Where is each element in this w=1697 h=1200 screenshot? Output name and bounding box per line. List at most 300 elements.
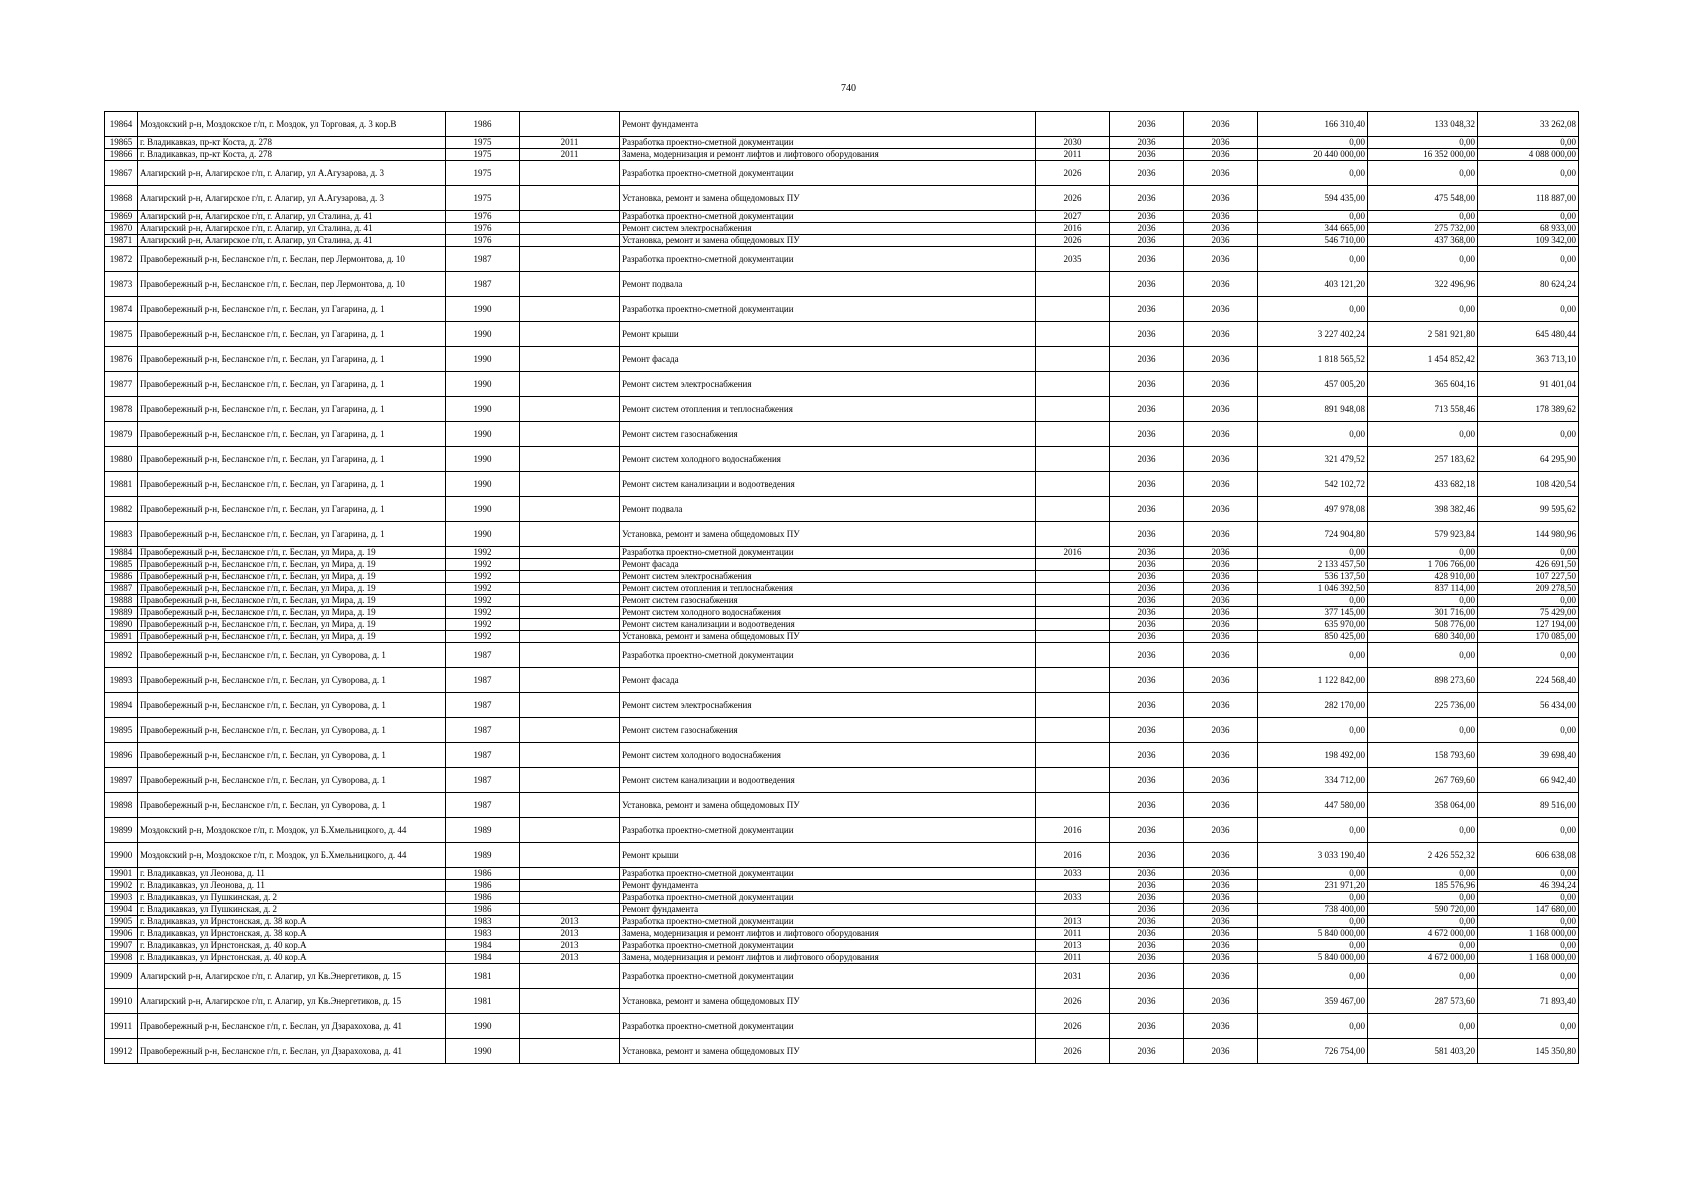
previous-repair-year-cell — [520, 868, 620, 880]
planned-year-cell: 2016 — [1036, 818, 1110, 843]
start-year-cell: 2036 — [1110, 211, 1184, 223]
commission-year-cell: 1992 — [446, 559, 520, 571]
previous-repair-year-cell — [520, 571, 620, 583]
owner-cost-cell: 426 691,50 — [1478, 559, 1579, 571]
commission-year-cell: 1990 — [446, 1014, 520, 1039]
planned-year-cell — [1036, 322, 1110, 347]
end-year-cell: 2036 — [1184, 952, 1258, 964]
fund-cost-cell: 590 720,00 — [1368, 904, 1478, 916]
row-number-cell: 19880 — [105, 447, 138, 472]
end-year-cell: 2036 — [1184, 497, 1258, 522]
fund-cost-cell: 0,00 — [1368, 964, 1478, 989]
previous-repair-year-cell — [520, 989, 620, 1014]
commission-year-cell: 1990 — [446, 372, 520, 397]
end-year-cell: 2036 — [1184, 693, 1258, 718]
previous-repair-year-cell — [520, 397, 620, 422]
planned-year-cell — [1036, 768, 1110, 793]
end-year-cell: 2036 — [1184, 916, 1258, 928]
end-year-cell: 2036 — [1184, 372, 1258, 397]
planned-year-cell — [1036, 559, 1110, 571]
commission-year-cell: 1975 — [446, 149, 520, 161]
commission-year-cell: 1987 — [446, 768, 520, 793]
end-year-cell: 2036 — [1184, 1039, 1258, 1064]
commission-year-cell: 1990 — [446, 397, 520, 422]
commission-year-cell: 1987 — [446, 272, 520, 297]
start-year-cell: 2036 — [1110, 916, 1184, 928]
row-number-cell: 19882 — [105, 497, 138, 522]
fund-cost-cell: 0,00 — [1368, 940, 1478, 952]
fund-cost-cell: 0,00 — [1368, 247, 1478, 272]
start-year-cell: 2036 — [1110, 112, 1184, 137]
end-year-cell: 2036 — [1184, 631, 1258, 643]
planned-year-cell — [1036, 447, 1110, 472]
owner-cost-cell: 107 227,50 — [1478, 571, 1579, 583]
table-row — [105, 928, 1579, 940]
table-row — [105, 583, 1579, 595]
previous-repair-year-cell — [520, 607, 620, 619]
start-year-cell: 2036 — [1110, 447, 1184, 472]
fund-cost-cell: 185 576,96 — [1368, 880, 1478, 892]
start-year-cell: 2036 — [1110, 223, 1184, 235]
start-year-cell: 2036 — [1110, 928, 1184, 940]
previous-repair-year-cell — [520, 235, 620, 247]
table-row — [105, 1039, 1579, 1064]
table-row — [105, 247, 1579, 272]
previous-repair-year-cell — [520, 880, 620, 892]
fund-cost-cell: 267 769,60 — [1368, 768, 1478, 793]
table-row — [105, 868, 1579, 880]
table-row — [105, 880, 1579, 892]
table-body — [105, 112, 1579, 1064]
fund-cost-cell: 358 064,00 — [1368, 793, 1478, 818]
row-number-cell: 19895 — [105, 718, 138, 743]
row-number-cell: 19908 — [105, 952, 138, 964]
work-type-cell: Ремонт крыши — [620, 322, 1036, 347]
end-year-cell: 2036 — [1184, 768, 1258, 793]
start-year-cell: 2036 — [1110, 422, 1184, 447]
end-year-cell: 2036 — [1184, 472, 1258, 497]
work-type-cell: Установка, ремонт и замена общедомовых ПУ — [620, 186, 1036, 211]
end-year-cell: 2036 — [1184, 137, 1258, 149]
owner-cost-cell: 144 980,96 — [1478, 522, 1579, 547]
row-number-cell: 19877 — [105, 372, 138, 397]
planned-year-cell: 2035 — [1036, 247, 1110, 272]
total-cost-cell: 457 005,20 — [1258, 372, 1368, 397]
total-cost-cell: 403 121,20 — [1258, 272, 1368, 297]
commission-year-cell: 1986 — [446, 868, 520, 880]
previous-repair-year-cell — [520, 297, 620, 322]
total-cost-cell: 198 492,00 — [1258, 743, 1368, 768]
work-type-cell: Разработка проектно-сметной документации — [620, 868, 1036, 880]
table-row — [105, 989, 1579, 1014]
previous-repair-year-cell — [520, 693, 620, 718]
work-type-cell: Ремонт фундамента — [620, 904, 1036, 916]
row-number-cell: 19867 — [105, 161, 138, 186]
planned-year-cell — [1036, 743, 1110, 768]
address-cell: Правобережный р-н, Бесланское г/п, г. Беслан, ул Суворова, д. 1 — [138, 718, 446, 743]
owner-cost-cell: 66 942,40 — [1478, 768, 1579, 793]
table-row — [105, 904, 1579, 916]
previous-repair-year-cell — [520, 559, 620, 571]
work-type-cell: Ремонт систем канализации и водоотведения — [620, 472, 1036, 497]
row-number-cell: 19887 — [105, 583, 138, 595]
total-cost-cell: 1 122 842,00 — [1258, 668, 1368, 693]
table-row — [105, 693, 1579, 718]
address-cell: Правобережный р-н, Бесланское г/п, г. Беслан, ул Гагарина, д. 1 — [138, 422, 446, 447]
address-cell: Правобережный р-н, Бесланское г/п, г. Беслан, ул Гагарина, д. 1 — [138, 322, 446, 347]
address-cell: Алагирский р-н, Алагирское г/п, г. Алагир, ул Кв.Энергетиков, д. 15 — [138, 964, 446, 989]
total-cost-cell: 359 467,00 — [1258, 989, 1368, 1014]
commission-year-cell: 1987 — [446, 718, 520, 743]
table-row — [105, 892, 1579, 904]
owner-cost-cell: 56 434,00 — [1478, 693, 1579, 718]
end-year-cell: 2036 — [1184, 547, 1258, 559]
address-cell: Правобережный р-н, Бесланское г/п, г. Беслан, пер Лермонтова, д. 10 — [138, 272, 446, 297]
fund-cost-cell: 0,00 — [1368, 718, 1478, 743]
owner-cost-cell: 109 342,00 — [1478, 235, 1579, 247]
row-number-cell: 19868 — [105, 186, 138, 211]
row-number-cell: 19865 — [105, 137, 138, 149]
owner-cost-cell: 0,00 — [1478, 1014, 1579, 1039]
work-type-cell: Ремонт систем холодного водоснабжения — [620, 607, 1036, 619]
start-year-cell: 2036 — [1110, 607, 1184, 619]
row-number-cell: 19886 — [105, 571, 138, 583]
previous-repair-year-cell — [520, 718, 620, 743]
work-type-cell: Ремонт крыши — [620, 843, 1036, 868]
total-cost-cell: 231 971,20 — [1258, 880, 1368, 892]
total-cost-cell: 1 046 392,50 — [1258, 583, 1368, 595]
total-cost-cell: 635 970,00 — [1258, 619, 1368, 631]
fund-cost-cell: 433 682,18 — [1368, 472, 1478, 497]
start-year-cell: 2036 — [1110, 161, 1184, 186]
start-year-cell: 2036 — [1110, 137, 1184, 149]
total-cost-cell: 850 425,00 — [1258, 631, 1368, 643]
owner-cost-cell: 91 401,04 — [1478, 372, 1579, 397]
fund-cost-cell: 0,00 — [1368, 211, 1478, 223]
work-type-cell: Разработка проектно-сметной документации — [620, 818, 1036, 843]
start-year-cell: 2036 — [1110, 631, 1184, 643]
address-cell: Правобережный р-н, Бесланское г/п, г. Беслан, ул Суворова, д. 1 — [138, 643, 446, 668]
table-row — [105, 964, 1579, 989]
table-row — [105, 631, 1579, 643]
end-year-cell: 2036 — [1184, 643, 1258, 668]
work-type-cell: Замена, модернизация и ремонт лифтов и лифтового оборудования — [620, 149, 1036, 161]
end-year-cell: 2036 — [1184, 940, 1258, 952]
row-number-cell: 19899 — [105, 818, 138, 843]
commission-year-cell: 1992 — [446, 595, 520, 607]
work-type-cell: Замена, модернизация и ремонт лифтов и лифтового оборудования — [620, 952, 1036, 964]
end-year-cell: 2036 — [1184, 186, 1258, 211]
planned-year-cell: 2031 — [1036, 964, 1110, 989]
commission-year-cell: 1984 — [446, 940, 520, 952]
end-year-cell: 2036 — [1184, 161, 1258, 186]
work-type-cell: Замена, модернизация и ремонт лифтов и лифтового оборудования — [620, 928, 1036, 940]
fund-cost-cell: 0,00 — [1368, 818, 1478, 843]
work-type-cell: Разработка проектно-сметной документации — [620, 161, 1036, 186]
start-year-cell: 2036 — [1110, 247, 1184, 272]
row-number-cell: 19896 — [105, 743, 138, 768]
start-year-cell: 2036 — [1110, 235, 1184, 247]
start-year-cell: 2036 — [1110, 583, 1184, 595]
planned-year-cell — [1036, 718, 1110, 743]
planned-year-cell — [1036, 643, 1110, 668]
work-type-cell: Ремонт систем канализации и водоотведения — [620, 619, 1036, 631]
table-row — [105, 322, 1579, 347]
owner-cost-cell: 363 713,10 — [1478, 347, 1579, 372]
work-type-cell: Разработка проектно-сметной документации — [620, 964, 1036, 989]
table-row — [105, 768, 1579, 793]
commission-year-cell: 1975 — [446, 137, 520, 149]
planned-year-cell — [1036, 522, 1110, 547]
row-number-cell: 19888 — [105, 595, 138, 607]
commission-year-cell: 1976 — [446, 235, 520, 247]
row-number-cell: 19902 — [105, 880, 138, 892]
fund-cost-cell: 1 706 766,00 — [1368, 559, 1478, 571]
end-year-cell: 2036 — [1184, 964, 1258, 989]
row-number-cell: 19912 — [105, 1039, 138, 1064]
table-row — [105, 372, 1579, 397]
table-row — [105, 595, 1579, 607]
row-number-cell: 19891 — [105, 631, 138, 643]
planned-year-cell — [1036, 571, 1110, 583]
start-year-cell: 2036 — [1110, 397, 1184, 422]
planned-year-cell: 2026 — [1036, 161, 1110, 186]
previous-repair-year-cell — [520, 1014, 620, 1039]
owner-cost-cell: 99 595,62 — [1478, 497, 1579, 522]
start-year-cell: 2036 — [1110, 768, 1184, 793]
address-cell: Алагирский р-н, Алагирское г/п, г. Алагир, ул А.Агузарова, д. 3 — [138, 161, 446, 186]
table-row — [105, 668, 1579, 693]
row-number-cell: 19901 — [105, 868, 138, 880]
work-type-cell: Разработка проектно-сметной документации — [620, 1014, 1036, 1039]
start-year-cell: 2036 — [1110, 559, 1184, 571]
planned-year-cell: 2011 — [1036, 928, 1110, 940]
commission-year-cell: 1990 — [446, 1039, 520, 1064]
commission-year-cell: 1992 — [446, 547, 520, 559]
end-year-cell: 2036 — [1184, 595, 1258, 607]
commission-year-cell: 1992 — [446, 619, 520, 631]
previous-repair-year-cell — [520, 768, 620, 793]
address-cell: г. Владикавказ, ул Леонова, д. 11 — [138, 868, 446, 880]
planned-year-cell — [1036, 497, 1110, 522]
previous-repair-year-cell — [520, 904, 620, 916]
address-cell: Правобережный р-н, Бесланское г/п, г. Беслан, ул Гагарина, д. 1 — [138, 297, 446, 322]
start-year-cell: 2036 — [1110, 868, 1184, 880]
start-year-cell: 2036 — [1110, 149, 1184, 161]
work-type-cell: Ремонт систем холодного водоснабжения — [620, 447, 1036, 472]
previous-repair-year-cell: 2013 — [520, 952, 620, 964]
end-year-cell: 2036 — [1184, 892, 1258, 904]
table-row — [105, 472, 1579, 497]
commission-year-cell: 1992 — [446, 631, 520, 643]
fund-cost-cell: 4 672 000,00 — [1368, 952, 1478, 964]
planned-year-cell: 2030 — [1036, 137, 1110, 149]
address-cell: г. Владикавказ, ул Пушкинская, д. 2 — [138, 892, 446, 904]
table-row — [105, 916, 1579, 928]
commission-year-cell: 1981 — [446, 989, 520, 1014]
address-cell: Правобережный р-н, Бесланское г/п, г. Беслан, ул Мира, д. 19 — [138, 595, 446, 607]
commission-year-cell: 1986 — [446, 880, 520, 892]
row-number-cell: 19904 — [105, 904, 138, 916]
end-year-cell: 2036 — [1184, 571, 1258, 583]
owner-cost-cell: 0,00 — [1478, 818, 1579, 843]
row-number-cell: 19884 — [105, 547, 138, 559]
fund-cost-cell: 301 716,00 — [1368, 607, 1478, 619]
start-year-cell: 2036 — [1110, 186, 1184, 211]
commission-year-cell: 1990 — [446, 347, 520, 372]
table-row — [105, 422, 1579, 447]
total-cost-cell: 536 137,50 — [1258, 571, 1368, 583]
end-year-cell: 2036 — [1184, 668, 1258, 693]
previous-repair-year-cell — [520, 964, 620, 989]
owner-cost-cell: 645 480,44 — [1478, 322, 1579, 347]
owner-cost-cell: 0,00 — [1478, 422, 1579, 447]
commission-year-cell: 1990 — [446, 422, 520, 447]
start-year-cell: 2036 — [1110, 372, 1184, 397]
commission-year-cell: 1976 — [446, 223, 520, 235]
address-cell: Правобережный р-н, Бесланское г/п, г. Беслан, ул Дзарахохова, д. 41 — [138, 1039, 446, 1064]
fund-cost-cell: 898 273,60 — [1368, 668, 1478, 693]
previous-repair-year-cell — [520, 631, 620, 643]
fund-cost-cell: 508 776,00 — [1368, 619, 1478, 631]
owner-cost-cell: 89 516,00 — [1478, 793, 1579, 818]
fund-cost-cell: 579 923,84 — [1368, 522, 1478, 547]
table-row — [105, 843, 1579, 868]
table-row — [105, 447, 1579, 472]
address-cell: Правобережный р-н, Бесланское г/п, г. Беслан, ул Мира, д. 19 — [138, 631, 446, 643]
end-year-cell: 2036 — [1184, 522, 1258, 547]
fund-cost-cell: 2 426 552,32 — [1368, 843, 1478, 868]
total-cost-cell: 377 145,00 — [1258, 607, 1368, 619]
fund-cost-cell: 0,00 — [1368, 892, 1478, 904]
table-row — [105, 149, 1579, 161]
address-cell: Правобережный р-н, Бесланское г/п, г. Беслан, ул Суворова, д. 1 — [138, 743, 446, 768]
table-row — [105, 112, 1579, 137]
work-type-cell: Ремонт систем электроснабжения — [620, 372, 1036, 397]
page-number: 740 — [841, 83, 856, 94]
row-number-cell: 19907 — [105, 940, 138, 952]
work-type-cell: Ремонт систем газоснабжения — [620, 422, 1036, 447]
table-row — [105, 547, 1579, 559]
table-row — [105, 211, 1579, 223]
start-year-cell: 2036 — [1110, 272, 1184, 297]
commission-year-cell: 1992 — [446, 583, 520, 595]
total-cost-cell: 0,00 — [1258, 137, 1368, 149]
total-cost-cell: 891 948,08 — [1258, 397, 1368, 422]
total-cost-cell: 282 170,00 — [1258, 693, 1368, 718]
work-type-cell: Установка, ремонт и замена общедомовых ПУ — [620, 631, 1036, 643]
start-year-cell: 2036 — [1110, 643, 1184, 668]
commission-year-cell: 1987 — [446, 668, 520, 693]
row-number-cell: 19866 — [105, 149, 138, 161]
work-type-cell: Ремонт систем холодного водоснабжения — [620, 743, 1036, 768]
total-cost-cell: 0,00 — [1258, 940, 1368, 952]
total-cost-cell: 0,00 — [1258, 247, 1368, 272]
fund-cost-cell: 0,00 — [1368, 643, 1478, 668]
work-type-cell: Ремонт фасада — [620, 668, 1036, 693]
table-row — [105, 559, 1579, 571]
end-year-cell: 2036 — [1184, 223, 1258, 235]
planned-year-cell — [1036, 347, 1110, 372]
row-number-cell: 19889 — [105, 607, 138, 619]
planned-year-cell — [1036, 607, 1110, 619]
commission-year-cell: 1987 — [446, 693, 520, 718]
fund-cost-cell: 680 340,00 — [1368, 631, 1478, 643]
fund-cost-cell: 0,00 — [1368, 161, 1478, 186]
row-number-cell: 19890 — [105, 619, 138, 631]
owner-cost-cell: 0,00 — [1478, 137, 1579, 149]
work-type-cell: Ремонт подвала — [620, 497, 1036, 522]
previous-repair-year-cell — [520, 447, 620, 472]
commission-year-cell: 1986 — [446, 904, 520, 916]
owner-cost-cell: 68 933,00 — [1478, 223, 1579, 235]
planned-year-cell — [1036, 904, 1110, 916]
commission-year-cell: 1992 — [446, 571, 520, 583]
row-number-cell: 19881 — [105, 472, 138, 497]
total-cost-cell: 546 710,00 — [1258, 235, 1368, 247]
row-number-cell: 19909 — [105, 964, 138, 989]
address-cell: Правобережный р-н, Бесланское г/п, г. Беслан, ул Суворова, д. 1 — [138, 693, 446, 718]
end-year-cell: 2036 — [1184, 607, 1258, 619]
work-type-cell: Разработка проектно-сметной документации — [620, 892, 1036, 904]
address-cell: Правобережный р-н, Бесланское г/п, г. Беслан, ул Суворова, д. 1 — [138, 768, 446, 793]
end-year-cell: 2036 — [1184, 322, 1258, 347]
work-type-cell: Ремонт систем электроснабжения — [620, 571, 1036, 583]
start-year-cell: 2036 — [1110, 880, 1184, 892]
total-cost-cell: 344 665,00 — [1258, 223, 1368, 235]
work-type-cell: Ремонт фасада — [620, 559, 1036, 571]
start-year-cell: 2036 — [1110, 989, 1184, 1014]
end-year-cell: 2036 — [1184, 211, 1258, 223]
work-type-cell: Ремонт систем газоснабжения — [620, 718, 1036, 743]
work-type-cell: Ремонт систем отопления и теплоснабжения — [620, 583, 1036, 595]
planned-year-cell — [1036, 422, 1110, 447]
owner-cost-cell: 0,00 — [1478, 718, 1579, 743]
commission-year-cell: 1990 — [446, 297, 520, 322]
row-number-cell: 19874 — [105, 297, 138, 322]
fund-cost-cell: 437 368,00 — [1368, 235, 1478, 247]
planned-year-cell: 2033 — [1036, 892, 1110, 904]
previous-repair-year-cell — [520, 372, 620, 397]
fund-cost-cell: 287 573,60 — [1368, 989, 1478, 1014]
planned-year-cell — [1036, 397, 1110, 422]
previous-repair-year-cell — [520, 595, 620, 607]
planned-year-cell — [1036, 793, 1110, 818]
previous-repair-year-cell — [520, 668, 620, 693]
address-cell: Правобережный р-н, Бесланское г/п, г. Беслан, ул Гагарина, д. 1 — [138, 497, 446, 522]
total-cost-cell: 0,00 — [1258, 297, 1368, 322]
total-cost-cell: 3 227 402,24 — [1258, 322, 1368, 347]
owner-cost-cell: 33 262,08 — [1478, 112, 1579, 137]
planned-year-cell: 2013 — [1036, 916, 1110, 928]
fund-cost-cell: 398 382,46 — [1368, 497, 1478, 522]
total-cost-cell: 0,00 — [1258, 892, 1368, 904]
end-year-cell: 2036 — [1184, 235, 1258, 247]
start-year-cell: 2036 — [1110, 297, 1184, 322]
fund-cost-cell: 1 454 852,42 — [1368, 347, 1478, 372]
owner-cost-cell: 0,00 — [1478, 892, 1579, 904]
start-year-cell: 2036 — [1110, 472, 1184, 497]
planned-year-cell — [1036, 595, 1110, 607]
fund-cost-cell: 0,00 — [1368, 422, 1478, 447]
start-year-cell: 2036 — [1110, 1014, 1184, 1039]
owner-cost-cell: 75 429,00 — [1478, 607, 1579, 619]
previous-repair-year-cell — [520, 522, 620, 547]
repair-schedule-table — [104, 111, 1579, 1064]
owner-cost-cell: 224 568,40 — [1478, 668, 1579, 693]
commission-year-cell: 1990 — [446, 447, 520, 472]
previous-repair-year-cell — [520, 892, 620, 904]
